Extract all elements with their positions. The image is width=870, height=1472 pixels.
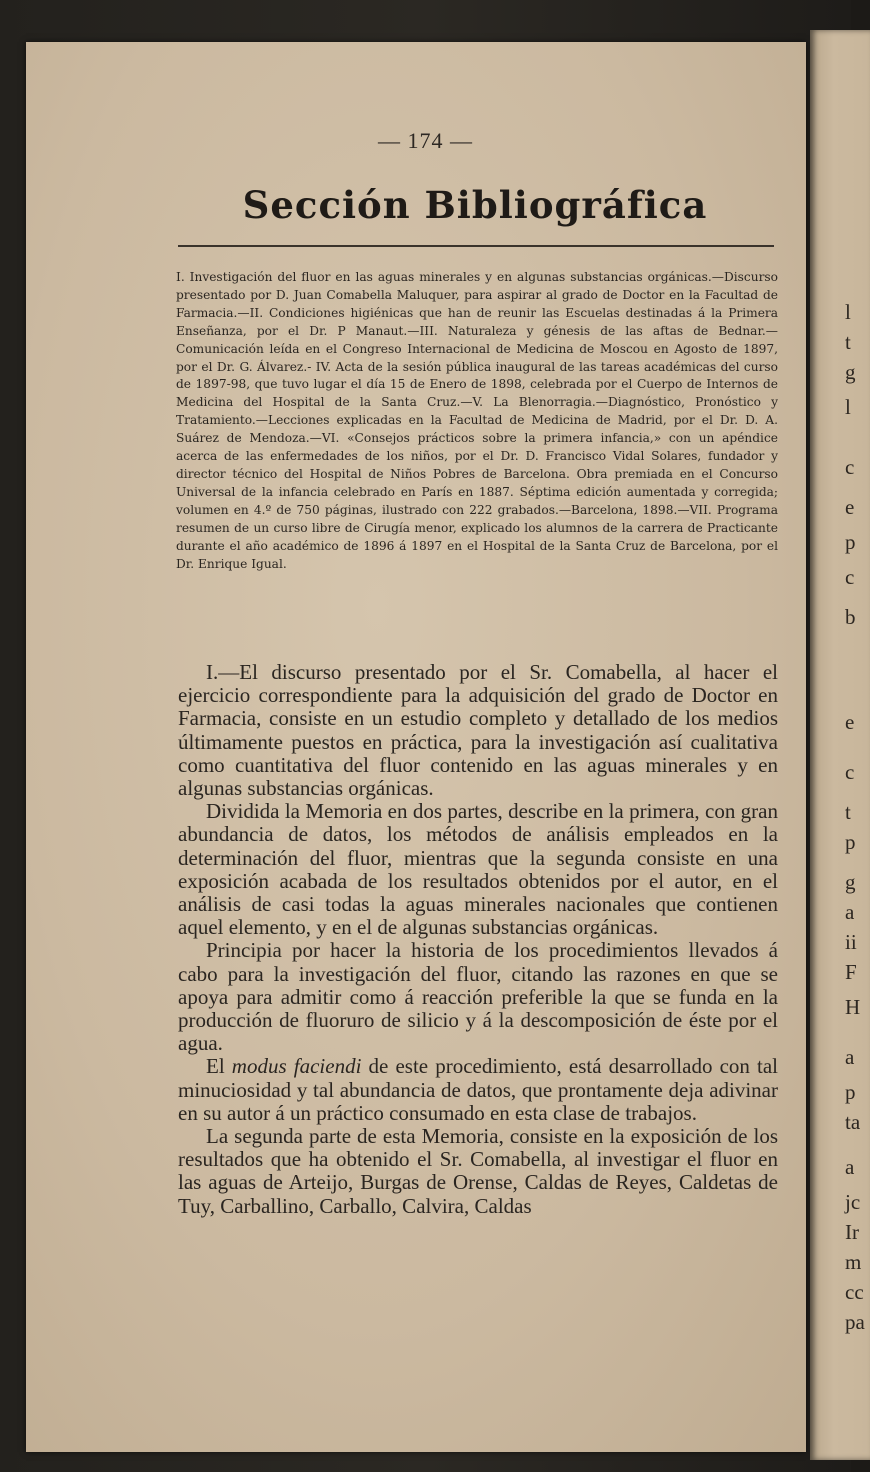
facing-page-letter: a	[845, 1045, 855, 1069]
facing-page-letter: t	[845, 330, 851, 354]
paragraph-4-end: de este procedimiento, está desarrollado con tal minuciosidad y tal abundancia de datos, que prontamente deja adivinar en su autor á un práctico consumado en esta clase de trabajos.	[178, 1054, 779, 1125]
facing-page-letter: p	[845, 830, 856, 854]
facing-page-letter: g	[845, 870, 856, 894]
paragraph-4-start: El	[206, 1054, 232, 1079]
page-number: — 174 —	[378, 128, 473, 153]
facing-page-letter: ta	[845, 1110, 861, 1134]
paragraph-2: Dividida la Memoria en dos partes, describe en la primera, con gran abundancia de datos, los métodos de análisis empleados en la determinación del fluor, mientras que la segunda consiste en una exposición acabada de los resultados obtenidos por el autor, en el análisis de casi todas la aguas minerales nacionales que contienen aquel elemento, y en el de algunas substancias orgánicas.	[178, 799, 778, 940]
facing-page-letter: t	[845, 800, 851, 824]
italic-phrase: modus faciendi	[231, 1054, 362, 1079]
facing-page-letter: H	[845, 995, 861, 1019]
facing-page-letter: p	[845, 1080, 856, 1104]
review-body	[178, 661, 778, 1218]
facing-page-letter: e	[845, 710, 855, 734]
paragraph-3: Principia por hacer la historia de los procedimientos llevados á cabo para la investigación del fluor, citando las razones en que se apoya para admitir como á reacción preferible la que se funda en la producción de fluoruro de silicio y á la descomposición de éste por el agua.	[178, 938, 778, 1056]
facing-page-letter: Ir	[845, 1220, 859, 1244]
facing-page-letter: jc	[845, 1190, 861, 1214]
facing-page-letter: ii	[845, 930, 857, 954]
facing-page-letter: e	[845, 495, 855, 519]
section-title: Sección Bibliográfica	[242, 183, 708, 227]
facing-page-letter: pa	[845, 1310, 865, 1334]
paragraph-5: La segunda parte de esta Memoria, consiste en la exposición de los resultados que ha obtenido el Sr. Comabella, al investigar el fluor en las aguas de Arteijo, Burgas de Orense, Caldas de Reyes, Caldetas de Tuy, Carballino, Carballo, Calvira, Caldas	[178, 1124, 778, 1218]
facing-page-letter: g	[845, 360, 856, 384]
facing-page-letter: c	[845, 760, 855, 784]
title-rule	[178, 245, 774, 247]
facing-page-letter: m	[845, 1250, 862, 1274]
facing-page-letter: l	[845, 395, 851, 419]
facing-page-letter: l	[845, 300, 851, 324]
bibliography-number: I.	[176, 270, 185, 284]
facing-page-letter: b	[845, 605, 856, 629]
facing-page-letter: cc	[845, 1280, 864, 1304]
facing-page-edge	[810, 30, 870, 1460]
facing-page-letter: a	[845, 900, 855, 924]
facing-page-letter: c	[845, 565, 855, 589]
facing-page-letter: F	[845, 960, 857, 984]
paragraph-4	[178, 1055, 778, 1125]
bibliography-text: Investigación del fluor en las aguas minerales y en algunas substancias orgánicas.—Discurso presentado por D. Juan Comabella Maluquer, para aspirar al grado de Doctor en la Facultad de Farmacia.—II. Condiciones higiénicas que han de reunir las Escuelas destinadas á la Primera Enseñanza, por el Dr. P Manaut.—III. Naturaleza y génesis de las aftas de Bednar.—Comunicación leída en el Congreso Internacional de Medicina de Moscou en Agosto de 1897, por el Dr. G. Álvarez.- IV. Acta de la sesión pública inaugural de las tareas académicas del curso de 1897-98, que tuvo lugar el día 15 de Enero de 1898, celebrada por el Cuerpo de Internos de Medicina del Hospital de la Santa Cruz.—V. La Blenorragia.—Diagnóstico, Pronóstico y Tratamiento.—Lecciones explicadas en la Facultad de Medicina de Madrid, por el Dr. D. A. Suárez de Mendoza.—VI. «Consejos prácticos sobre la primera infancia,» con un apéndice acerca de las enfermedades de los niños, por el Dr. D. Francisco Vidal Solares, fundador y director técnico del Hospital de Niños Pobres de Barcelona. Obra premiada en el Concurso Universal de la infancia celebrado en París en 1887. Séptima edición aumentada y corregida; volumen en 4.º de 750 páginas, ilustrado con 222 grabados.—Barcelona, 1898.—VII. Programa resumen de un curso libre de Cirugía menor, explicado los alumnos de la carrera de Practicante durante el año académico de 1896 á 1897 en el Hospital de la Santa Cruz de Barcelona, por el Dr. Enrique Igual.	[176, 270, 778, 571]
facing-page-letter: c	[845, 455, 855, 479]
bibliography-list	[176, 269, 778, 573]
facing-page-letter: a	[845, 1155, 855, 1179]
paragraph-1: I.—El discurso presentado por el Sr. Comabella, al hacer el ejercicio correspondiente para la adquisición del grado de Doctor en Farmacia, consiste en un estudio completo y detallado de los medios últimamente puestos en práctica, para la investigación así cualitativa como cuantitativa del fluor contenido en las aguas minerales y en algunas substancias orgánicas.	[178, 660, 778, 801]
facing-page-letter: p	[845, 530, 856, 554]
